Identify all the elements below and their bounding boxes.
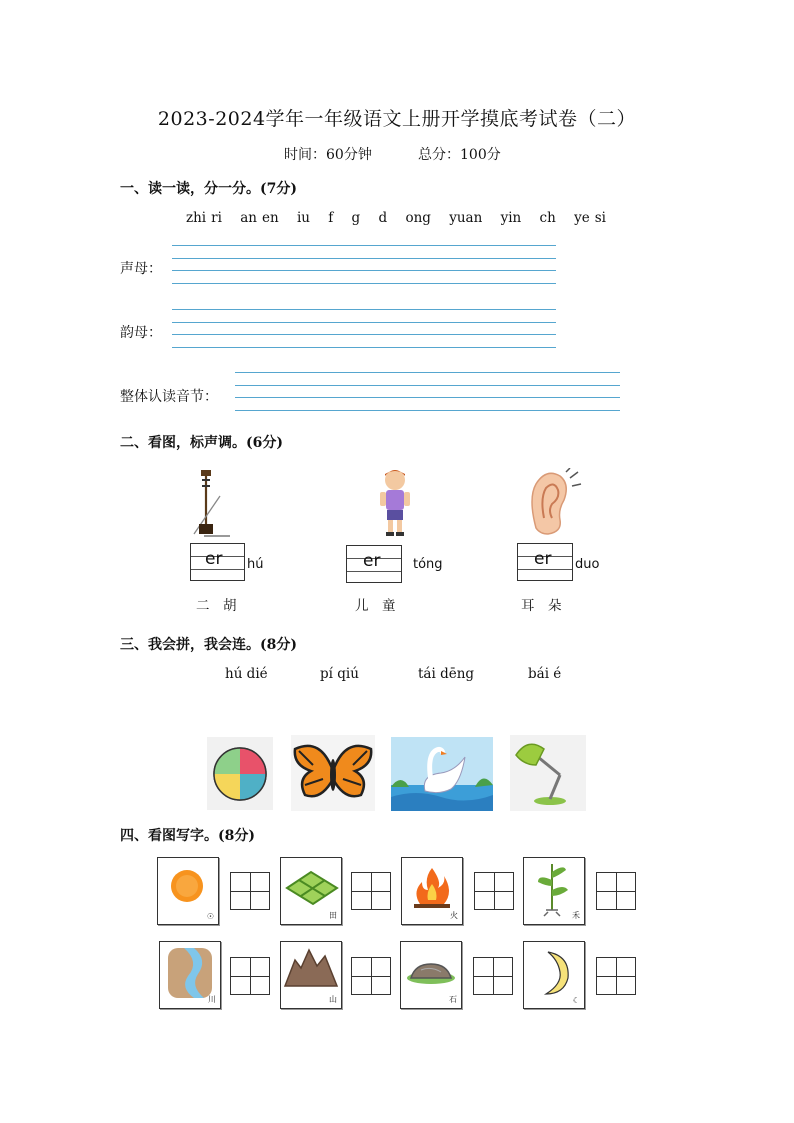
tone-box-erduo[interactable] <box>517 543 573 581</box>
tone-suffix: hú <box>247 557 264 572</box>
glyph-hint: 石 <box>449 995 457 1004</box>
writing-box-stone[interactable] <box>473 957 513 995</box>
shengmu-writing-lines[interactable] <box>172 245 556 285</box>
pinyin-item: si <box>594 210 606 226</box>
pinyin-word: hú dié <box>225 666 268 682</box>
glyph-hint: 禾 <box>572 911 580 920</box>
exam-total-score: 总分：100分 <box>418 147 501 163</box>
zhengti-writing-lines[interactable] <box>235 372 620 412</box>
tone-box-erhu[interactable] <box>190 543 245 581</box>
picture-sun <box>157 857 219 925</box>
pinyin-item: zhi <box>186 210 207 226</box>
exam-time: 时间：60分钟 <box>284 147 372 163</box>
swan-icon[interactable] <box>391 737 493 811</box>
tone-box-text: er <box>534 549 552 569</box>
tone-suffix: duo <box>575 557 600 572</box>
pinyin-word: bái é <box>528 666 562 682</box>
glyph-hint: ☾ <box>572 996 580 1005</box>
tone-box-text: er <box>363 551 381 571</box>
picture-fire <box>401 857 463 925</box>
pinyin-item: f <box>328 210 334 226</box>
writing-box-seedling[interactable] <box>596 872 636 910</box>
picture-stone <box>400 941 462 1009</box>
boy-icon <box>376 466 414 538</box>
writing-box-sun[interactable] <box>230 872 270 910</box>
pinyin-item: ch <box>539 210 556 226</box>
pinyin-item: ri <box>211 210 222 226</box>
caption-erhu: 二 胡 <box>196 598 237 614</box>
section1-heading: 一、读一读，分一分。(7分) <box>120 181 297 197</box>
ball-icon[interactable] <box>207 737 273 810</box>
glyph-hint: 川 <box>208 995 216 1004</box>
section3-heading: 三、我会拼，我会连。(8分) <box>120 637 297 653</box>
picture-seedling <box>523 857 585 925</box>
pinyin-word: pí qiú <box>320 666 359 682</box>
ear-icon <box>526 468 582 538</box>
glyph-hint: ☉ <box>206 912 214 921</box>
tone-suffix: tóng <box>413 557 443 572</box>
writing-box-river[interactable] <box>230 957 270 995</box>
section2-heading: 二、看图，标声调。(6分) <box>120 435 283 451</box>
picture-field <box>280 857 342 925</box>
picture-mountain <box>280 941 342 1009</box>
shengmu-label: 声母： <box>120 261 162 277</box>
pinyin-item: ye <box>574 210 590 226</box>
picture-moon <box>523 941 585 1009</box>
pinyin-item: an <box>240 210 257 226</box>
glyph-hint: 山 <box>329 995 337 1004</box>
butterfly-icon[interactable] <box>291 735 375 811</box>
picture-river <box>159 941 221 1009</box>
erhu-icon <box>190 466 230 540</box>
writing-box-moon[interactable] <box>596 957 636 995</box>
yunmu-writing-lines[interactable] <box>172 309 556 349</box>
writing-box-mountain[interactable] <box>351 957 391 995</box>
pinyin-item: yin <box>500 210 522 226</box>
glyph-hint: 火 <box>450 911 458 920</box>
pinyin-item: en <box>261 210 279 226</box>
caption-erduo: 耳 朵 <box>521 598 562 614</box>
pinyin-item: iu <box>296 210 310 226</box>
glyph-hint: 田 <box>329 911 337 920</box>
zhengti-label: 整体认读音节： <box>120 389 218 405</box>
yunmu-label: 韵母： <box>120 325 162 341</box>
writing-box-field[interactable] <box>351 872 391 910</box>
section4-heading: 四、看图写字。(8分) <box>120 828 255 844</box>
pinyin-item: g <box>351 210 361 226</box>
section1-pinyin-list <box>186 210 620 226</box>
pinyin-word: tái dēng <box>418 666 475 682</box>
caption-ertong: 儿 童 <box>355 598 396 614</box>
writing-box-fire[interactable] <box>474 872 514 910</box>
desk-lamp-icon[interactable] <box>510 735 586 811</box>
pinyin-item: d <box>378 210 388 226</box>
pinyin-item: ong <box>405 210 431 226</box>
tone-box-text: er <box>205 549 223 569</box>
tone-box-ertong[interactable] <box>346 545 402 583</box>
page-title: 2023-2024学年一年级语文上册开学摸底考试卷（二） <box>157 108 637 130</box>
pinyin-item: yuan <box>449 210 483 226</box>
